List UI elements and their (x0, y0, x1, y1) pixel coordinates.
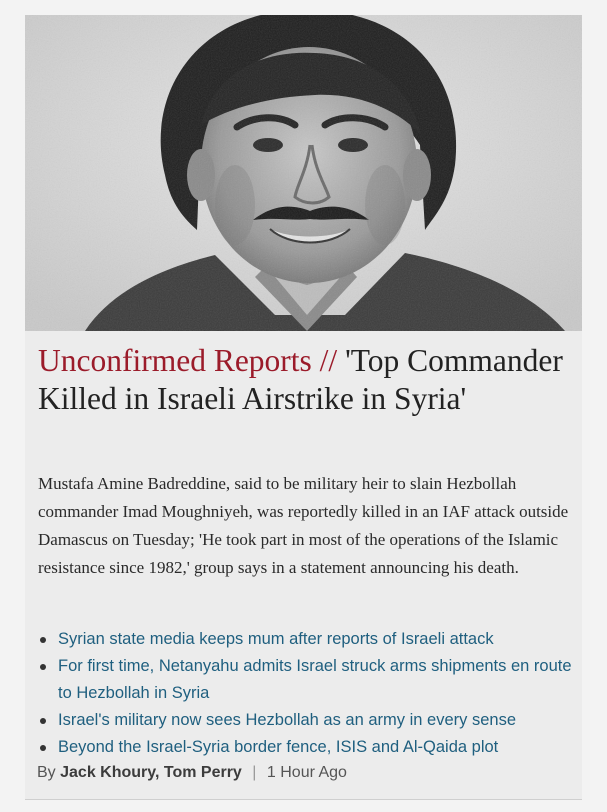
portrait-image (25, 15, 582, 331)
related-link-item[interactable] (37, 653, 582, 707)
bullet-icon (40, 718, 46, 724)
bullet-icon (40, 664, 46, 670)
article-summary: Mustafa Amine Badreddine, said to be military heir to slain Hezbollah commander Imad Moughniyeh, was reportedly killed in an IAF attack outside Damascus on Tuesday; 'He took part in most of the operations of the Islamic resistance since 1982,' group says in a statement announcing his death. (38, 474, 569, 577)
article-photo[interactable] (25, 15, 582, 331)
publish-time: 1 Hour Ago (266, 764, 347, 781)
headline-kicker[interactable]: Unconfirmed Reports // (38, 343, 338, 378)
article-card[interactable] (25, 15, 582, 800)
related-links-list (37, 626, 582, 761)
bullet-icon (40, 637, 46, 643)
byline-separator: | (252, 764, 257, 781)
related-link[interactable]: Israel's military now sees Hezbollah as an army in every sense (58, 711, 517, 729)
related-link[interactable]: For first time, Netanyahu admits Israel struck arms shipments en route to Hezbollah in Syria (58, 657, 572, 702)
related-link[interactable]: Syrian state media keeps mum after reports of Israeli attack (58, 630, 494, 648)
bullet-icon (40, 745, 46, 751)
headline-title[interactable]: 'Top Commander Killed in Israeli Airstrike in Syria' (38, 343, 563, 416)
related-link-item[interactable] (37, 734, 582, 761)
byline-authors[interactable]: Jack Khoury, Tom Perry (60, 764, 242, 781)
related-link[interactable]: Beyond the Israel-Syria border fence, ISIS and Al-Qaida plot (58, 738, 499, 756)
article-byline (37, 762, 347, 784)
related-link-item[interactable] (37, 626, 582, 653)
article-headline[interactable] (38, 342, 578, 418)
related-link-item[interactable] (37, 707, 582, 734)
byline-prefix: By (37, 764, 56, 781)
